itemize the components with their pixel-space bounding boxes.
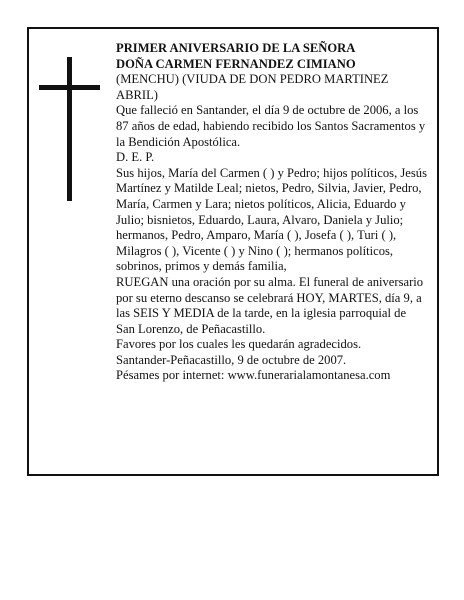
- notice-title-line1: PRIMER ANIVERSARIO DE LA SEÑORA: [116, 41, 356, 55]
- notice-family: Sus hijos, María del Carmen ( ) y Pedro; hijos políticos, Jesús Martínez y Matilde Leal; nietos, Pedro, Silvia, Javier, Pedro, María, Carmen y Lara; nietos políticos, Alicia, Eduardo y Julio; bisnietos, Eduardo, Laura, Alvaro, Daniela y Julio; hermanos, Pedro, Amparo, María ( ), Josefa ( ), Turi ( ), Milagros ( ), Vicente ( ) y Nino ( ); hermanos políticos, sobrinos, primos y demás familia,: [116, 165, 427, 274]
- notice-condolences: Pésames por internet: www.funerarialamontanesa.com: [116, 368, 391, 383]
- notice-place-date: Santander-Peñacastillo, 9 de octubre de 2007.: [116, 352, 347, 367]
- notice-thanks: Favores por los cuales les quedarán agradecidos.: [116, 337, 362, 352]
- notice-request-text: una oración por su alma. El funeral de aniversario por su eterno descanso se celebrará HOY, MARTES, día 9, a las SEIS Y MEDIA de la tarde, en la iglesia parroquial de San Lorenzo, de Peñacastillo.: [116, 274, 424, 336]
- notice-death-info: Que falleció en Santander, el día 9 de octubre de 2006, a los 87 años de edad, habiendo recibido los Santos Sacramentos y la Bendición Apostólica.: [116, 103, 426, 149]
- obituary-notice: [27, 27, 439, 476]
- notice-text: [116, 41, 428, 384]
- notice-dep: D. E. P.: [116, 150, 155, 165]
- cross-vertical-bar: [67, 57, 72, 201]
- notice-title-line2: DOÑA CARMEN FERNANDEZ CIMIANO: [116, 56, 356, 71]
- notice-subtitle: (MENCHU) (VIUDA DE DON PEDRO MARTINEZ ABRIL): [116, 72, 389, 102]
- notice-request: [116, 275, 428, 337]
- cross-horizontal-bar: [39, 85, 100, 90]
- notice-request-lead: RUEGAN: [116, 274, 169, 289]
